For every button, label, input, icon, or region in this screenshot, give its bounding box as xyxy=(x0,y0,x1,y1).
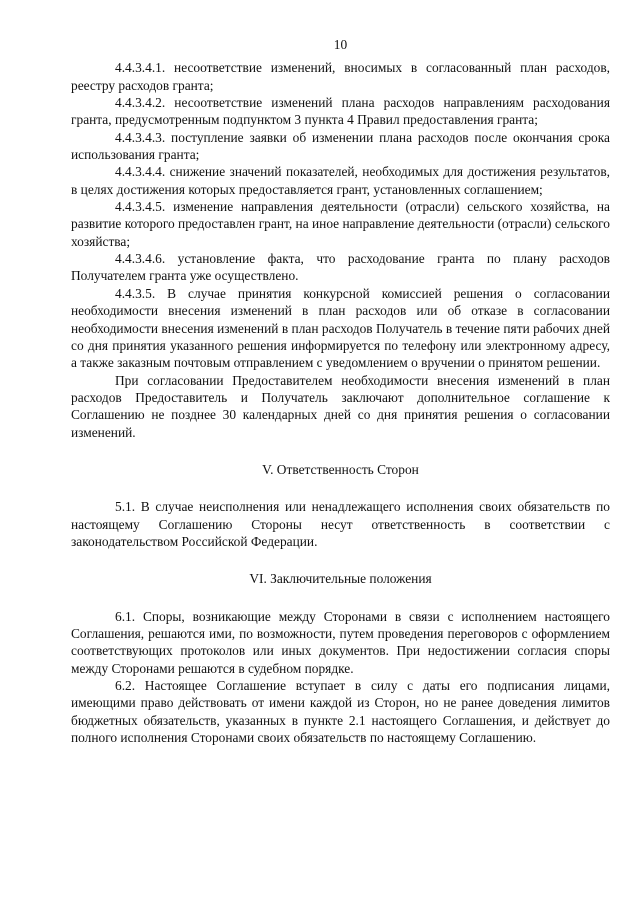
paragraph-4-4-3-4-2: 4.4.3.4.2. несоответствие изменений плана расходов направлениям расходования гранта, предусмотренным подпунктом 3 пункта 4 Правил предоставления гранта; xyxy=(71,95,610,128)
paragraph-4-4-3-4-4: 4.4.3.4.4. снижение значений показателей, необходимых для достижения результатов, в целях достижения которых предоставляется грант, установленных соглашением; xyxy=(71,164,610,197)
paragraph-4-4-3-4-1: 4.4.3.4.1. несоответствие изменений, вносимых в согласованный план расходов, реестру расходов гранта; xyxy=(71,60,610,93)
section-6-heading: VI. Заключительные положения xyxy=(249,571,432,587)
section-5-heading: V. Ответственность Сторон xyxy=(262,461,419,477)
page-number: 10 xyxy=(333,37,348,52)
paragraph-4-4-3-4-3: 4.4.3.4.3. поступление заявки об изменении плана расходов после окончания срока использования гранта; xyxy=(71,129,610,163)
paragraph-approval-agreement: При согласовании Предоставителем необходимости внесения изменений в план расходов Предоставитель и Получатель заключают дополнительное соглашение к Соглашению не позднее 30 календарных дней со дня принятия решения о согласовании изменений. xyxy=(71,372,610,440)
document-page xyxy=(71,36,610,746)
paragraph-4-4-3-4-5: 4.4.3.4.5. изменение направления деятельности (отрасли) сельского хозяйства, на развитие которого предоставлен грант, на иное направление деятельности (отрасли) сельского хозяйства; xyxy=(71,199,610,249)
paragraph-5-1: 5.1. В случае неисполнения или ненадлежащего исполнения своих обязательств по настоящему Соглашению Стороны несут ответственность в соответствии с законодательством Российской Федерации. xyxy=(71,499,610,549)
paragraph-4-4-3-5: 4.4.3.5. В случае принятия конкурсной комиссией решения о согласовании необходимости внесения изменений в план расходов или об отказе в согласовании необходимости внесения изменений в план расходов Получатель в течение пяти рабочих дней со дня принятия указанного решения информируется по телефону или электронному адресу, а также заказным почтовым отправлением с уведомлением о вручении о принятом решении. xyxy=(71,285,610,371)
paragraph-6-1: 6.1. Споры, возникающие между Сторонами в связи с исполнением настоящего Соглашения, решаются ими, по возможности, путем проведения переговоров с оформлением соответствующих протоколов или иных документов. При недостижении согласия споры между Сторонами решаются в судебном порядке. xyxy=(71,608,610,676)
paragraph-4-4-3-4-6: 4.4.3.4.6. установление факта, что расходование гранта по плану расходов Получателем гранта уже осуществлено. xyxy=(71,251,610,284)
paragraph-6-2: 6.2. Настоящее Соглашение вступает в силу с даты его подписания лицами, имеющими право действовать от имени каждой из Сторон, но не ранее доведения лимитов бюджетных обязательств, указанных в пункте 2.1 настоящего Соглашения, и действует до полного исполнения Сторонами своих обязательств по настоящему Соглашению. xyxy=(71,678,610,746)
